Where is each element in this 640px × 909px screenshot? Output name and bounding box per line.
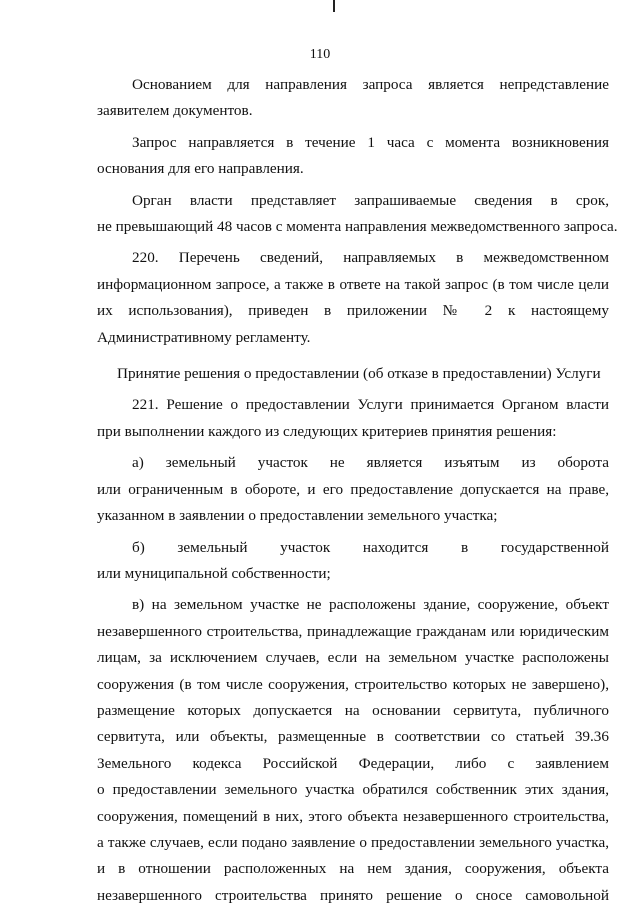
- paragraph-line: или ограниченным в обороте, и его предоставление допускается на праве,: [97, 480, 609, 498]
- paragraph-line: или муниципальной собственности;: [97, 564, 331, 582]
- paragraph-221: [97, 392, 609, 445]
- paragraph-missing-documents: [97, 72, 609, 125]
- paragraph-line: сооружения (в том числе сооружения, строительство которых не завершено),: [97, 675, 609, 693]
- section-heading: Принятие решения о предоставлении (об отказе в предоставлении) Услуги: [117, 365, 601, 383]
- paragraph-line: и в отношении расположенных на нем здания, сооружения, объекта: [97, 860, 609, 878]
- paragraph-line: б) земельный участок находится в государственной: [132, 538, 609, 556]
- paragraph-line: указанном в заявлении о предоставлении земельного участка;: [97, 507, 498, 525]
- paragraph-line: а также случаев, если подано заявление о предоставлении земельного участка,: [97, 833, 609, 851]
- paragraph-line: размещение которых допускается на основании сервитута, публичного: [97, 701, 609, 719]
- paragraph-line: основания для его направления.: [97, 160, 304, 178]
- paragraph-line: Земельного кодекса Российской Федерации, либо с заявлением: [97, 754, 609, 772]
- paragraph-220: [97, 245, 609, 351]
- paragraph-response-deadline: [97, 188, 618, 241]
- paragraph-line: а) земельный участок не является изъятым из оборота: [132, 454, 609, 472]
- paragraph-line: Орган власти представляет запрашиваемые сведения в срок,: [132, 191, 609, 209]
- criterion-a: [97, 450, 609, 529]
- paragraph-line: незавершенного строительства принято решение о сносе самовольной: [97, 886, 609, 904]
- paragraph-line: сервитута, или объекты, размещенные в соответствии со статьей 39.36: [97, 728, 609, 746]
- paragraph-line: 221. Решение о предоставлении Услуги принимается Органом власти: [132, 396, 609, 414]
- criterion-v: [97, 592, 609, 909]
- page-number: 110: [309, 47, 331, 62]
- paragraph-line: заявителем документов.: [97, 102, 253, 120]
- paragraph-line: 220. Перечень сведений, направляемых в межведомственном: [132, 249, 609, 267]
- paragraph-line: Административному регламенту.: [97, 328, 311, 346]
- paragraph-line: в) на земельном участке не расположены здание, сооружение, объект: [132, 596, 609, 614]
- paragraph-line: о предоставлении земельного участка обратился собственник этих здания,: [97, 781, 609, 799]
- paragraph-line: не превышающий 48 часов с момента направления межведомственного запроса.: [97, 218, 618, 236]
- paragraph-line: их использования), приведен в приложении № 2 к настоящему: [97, 302, 609, 320]
- paragraph-line: Запрос направляется в течение 1 часа с момента возникновения: [132, 133, 609, 151]
- criterion-b: [97, 535, 609, 588]
- paragraph-line: информационном запросе, а также в ответе на такой запрос (в том числе цели: [97, 275, 609, 293]
- scan-crop-mark: [333, 0, 335, 12]
- paragraph-line: сооружения, помещений в них, этого объекта незавершенного строительства,: [97, 807, 609, 825]
- document-body: [97, 72, 618, 909]
- paragraph-line: при выполнении каждого из следующих критериев принятия решения:: [97, 422, 557, 440]
- paragraph-line: лицам, за исключением случаев, если на земельном участке расположены: [97, 649, 609, 667]
- paragraph-line: незавершенного строительства, принадлежащие гражданам или юридическим: [97, 622, 609, 640]
- paragraph-line: Основанием для направления запроса является непредставление: [132, 76, 609, 93]
- paragraph-request-timing: [97, 130, 609, 183]
